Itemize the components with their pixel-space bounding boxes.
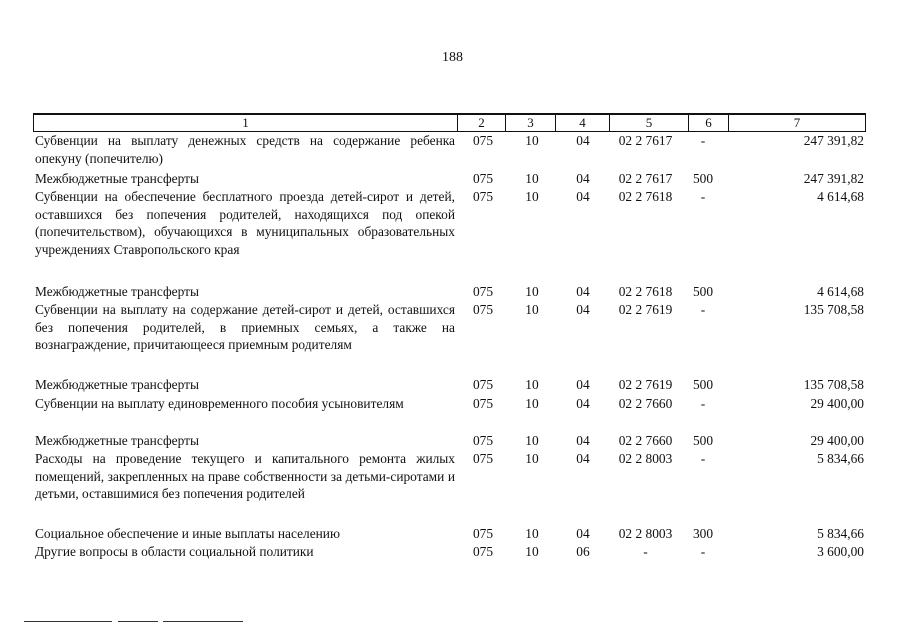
row-col-2: 075 [472,433,494,448]
row-col-6: - [700,302,706,317]
row-col-6: 500 [692,433,714,448]
row-col-5: 02 2 7660 [618,396,673,411]
row-name: Межбюджетные трансферты [35,284,199,299]
page-number: 188 [442,50,463,65]
row-col-2: 075 [472,526,494,541]
row-col-3: 10 [525,284,539,299]
row-col-4: 04 [576,526,590,541]
row-col-6: - [700,544,706,559]
row-col-3: 10 [525,302,539,317]
row-col-5: 02 2 7618 [618,189,673,204]
row-name: Межбюджетные трансферты [35,377,199,392]
row-col-5: 02 2 7619 [618,377,673,392]
row-col-3: 10 [525,189,539,204]
row-col-4: 04 [576,302,590,317]
row-col-4: 04 [576,451,590,466]
row-col-4: 06 [576,544,590,559]
row-col-6: 300 [692,526,714,541]
row-name: Субвенции на выплату единовременного пособия усыновителям [35,396,404,411]
row-amount: 247 391,82 [803,133,864,148]
row-amount: 29 400,00 [810,433,864,448]
row-amount: 5 834,66 [817,526,864,541]
row-amount: 247 391,82 [803,171,864,186]
row-name: Социальное обеспечение и иные выплаты населению [35,526,340,541]
row-amount: 4 614,68 [817,189,864,204]
row-col-5: 02 2 7617 [618,133,673,148]
row-amount: 135 708,58 [803,302,864,317]
row-name: Расходы на проведение текущего и капитального ремонта жилых помещений, закрепленных на праве собственности за детьми-сиротами и детьми, оставшимися без попечения родителей [35,451,455,501]
row-col-4: 04 [576,284,590,299]
row-col-3: 10 [525,526,539,541]
row-amount: 3 600,00 [817,544,864,559]
footnote-divider [118,621,158,622]
row-col-6: 500 [692,171,714,186]
row-amount: 29 400,00 [810,396,864,411]
row-col-5: 02 2 7617 [618,171,673,186]
row-name: Межбюджетные трансферты [35,433,199,448]
header-col-3: 3 [505,115,555,131]
row-col-2: 075 [472,451,494,466]
row-col-5: - [643,544,648,559]
row-col-4: 04 [576,171,590,186]
row-col-5: 02 2 8003 [618,451,673,466]
table-header [33,113,866,132]
header-col-1: 1 [33,115,457,131]
row-col-2: 075 [472,544,494,559]
row-amount: 4 614,68 [817,284,864,299]
row-col-2: 075 [472,171,494,186]
row-amount: 135 708,58 [803,377,864,392]
row-amount: 5 834,66 [817,451,864,466]
footnote-divider [163,621,243,622]
row-col-2: 075 [472,189,494,204]
row-col-5: 02 2 7619 [618,302,673,317]
row-name: Субвенции на обеспечение бесплатного проезда детей-сирот и детей, оставшихся без попечения родителей, находящихся под опекой (попечительством), обучающихся в муниципальных образовательных учреждениях Ставропольского края [35,189,455,257]
row-col-3: 10 [525,451,539,466]
row-name: Другие вопросы в области социальной политики [35,544,314,559]
row-col-2: 075 [472,302,494,317]
row-col-3: 10 [525,171,539,186]
row-col-2: 075 [472,284,494,299]
row-name: Субвенции на выплату денежных средств на содержание ребенка опекуну (попечителю) [35,133,455,166]
row-col-6: - [700,396,706,411]
row-col-5: 02 2 7618 [618,284,673,299]
header-col-4: 4 [555,115,609,131]
row-col-6: 500 [692,377,714,392]
row-col-5: 02 2 7660 [618,433,673,448]
header-col-5: 5 [609,115,688,131]
footnote-divider [24,621,112,622]
row-col-2: 075 [472,396,494,411]
row-col-6: - [700,451,706,466]
header-col-6: 6 [688,115,728,131]
row-col-2: 075 [472,133,494,148]
header-col-2: 2 [457,115,505,131]
row-col-4: 04 [576,377,590,392]
row-col-6: - [700,189,706,204]
row-col-6: - [700,133,706,148]
row-col-3: 10 [525,396,539,411]
row-col-4: 04 [576,133,590,148]
row-col-3: 10 [525,433,539,448]
row-name: Межбюджетные трансферты [35,171,199,186]
row-col-4: 04 [576,189,590,204]
row-col-5: 02 2 8003 [618,526,673,541]
row-col-4: 04 [576,396,590,411]
row-col-3: 10 [525,133,539,148]
row-name: Субвенции на выплату на содержание детей-сирот и детей, оставшихся без попечения родителей, в приемных семьях, а также на вознаграждение, причитающееся приемным родителям [35,302,455,352]
row-col-3: 10 [525,544,539,559]
row-col-4: 04 [576,433,590,448]
header-col-7: 7 [728,115,866,131]
row-col-3: 10 [525,377,539,392]
row-col-6: 500 [692,284,714,299]
row-col-2: 075 [472,377,494,392]
